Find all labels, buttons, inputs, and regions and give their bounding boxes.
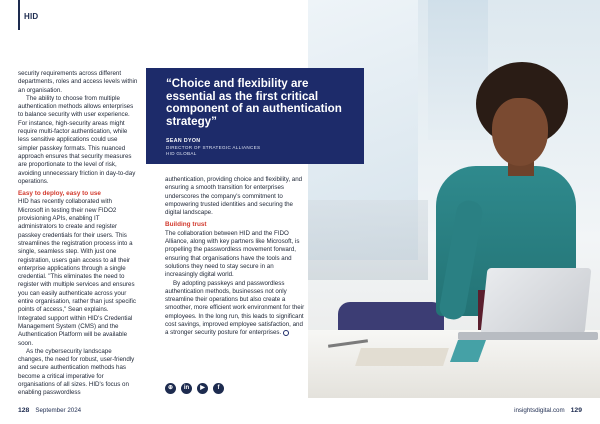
paragraph: HID has recently collaborated with Microsoft in testing their new FIDO2 provisioning APIs, enabling IT administrators to create and register passkey credentials for their users. This streamlines the registration process into a single, seamless step. With just one registration, users gain access to all their enterprise applications through a single credential. "This eliminates the need to register with multiple services and ensures you can easily authenticate across your entire organisation, rather than just specific points of access," Sean explains. Integrated support within HID's Credential Management System (CMS) and the Authentication Platform will be available soon. xyxy=(18,198,136,347)
paragraph: As the cybersecurity landscape changes, the need for robust, user-friendly and secure authentication methods has become a critical imperative for organisations of all sizes. HID's focus on enabling passwordless xyxy=(18,347,135,397)
quote-author-name: SEAN DYON xyxy=(166,138,201,144)
linkedin-icon[interactable]: in xyxy=(181,383,192,394)
right-column xyxy=(165,176,307,338)
section-heading: Easy to deploy, easy to use xyxy=(18,190,101,198)
paragraph-last xyxy=(165,280,307,338)
woman-at-laptop-photo xyxy=(308,0,600,398)
quote-author-role: DIRECTOR OF STRATEGIC ALLIANCES xyxy=(166,145,261,150)
paragraph: The collaboration between HID and the FIDO Alliance, along with key partners like Microsoft, is propelling the passwordless movement forward, ensuring that organisations have the tools and solutions they need to stay secure in an increasingly digital world. xyxy=(165,229,300,279)
paragraph: authentication, providing choice and flexibility, and ensuring a smooth transition for enterprises underscores the company's commitment to empowering trusted identities and securing the digital landscape. xyxy=(165,176,303,217)
quote-author-org: HID GLOBAL xyxy=(166,151,197,156)
footer-left xyxy=(18,407,81,414)
section-tab-rule xyxy=(18,0,20,30)
end-mark-icon xyxy=(283,330,289,336)
left-column xyxy=(18,70,138,398)
section-heading: Building trust xyxy=(165,221,207,229)
paragraph-text: By adopting passkeys and passwordless authentication methods, businesses not only streamline their operations but also create a smoother, more efficient work environment for their employees. In the long run, this leads to significant cost savings, improved employee satisfaction, and a stronger security posture for enterprises. xyxy=(165,279,305,337)
pull-quote-box xyxy=(146,68,364,164)
footer xyxy=(0,398,600,424)
site-url[interactable]: insightsdigital.com xyxy=(514,407,565,414)
paragraph: The ability to choose from multiple authentication methods allows enterprises to balance security with user experience. For instance, high-security areas might require multi-factor authentication, while less sensitive applications could use simpler passkey formats. This nuanced approach ensures that security measures are proportionate to the level of risk, avoiding unnecessary friction in day-to-day operations. xyxy=(18,94,136,185)
issue-date: September 2024 xyxy=(35,407,82,414)
youtube-icon[interactable]: ▶ xyxy=(197,383,208,394)
left-page-number: 128 xyxy=(18,407,30,414)
pull-quote-text: “Choice and flexibility are essential as the first critical component of an authentication strategy” xyxy=(166,77,342,128)
social-links xyxy=(165,383,224,394)
web-icon[interactable]: ⊕ xyxy=(165,383,176,394)
paragraph: security requirements across different departments, roles and access levels within an organisation. xyxy=(18,70,138,94)
section-tab: HID xyxy=(24,12,39,21)
footer-right xyxy=(514,407,582,414)
facebook-icon[interactable]: f xyxy=(213,383,224,394)
right-page-number: 129 xyxy=(570,407,582,414)
